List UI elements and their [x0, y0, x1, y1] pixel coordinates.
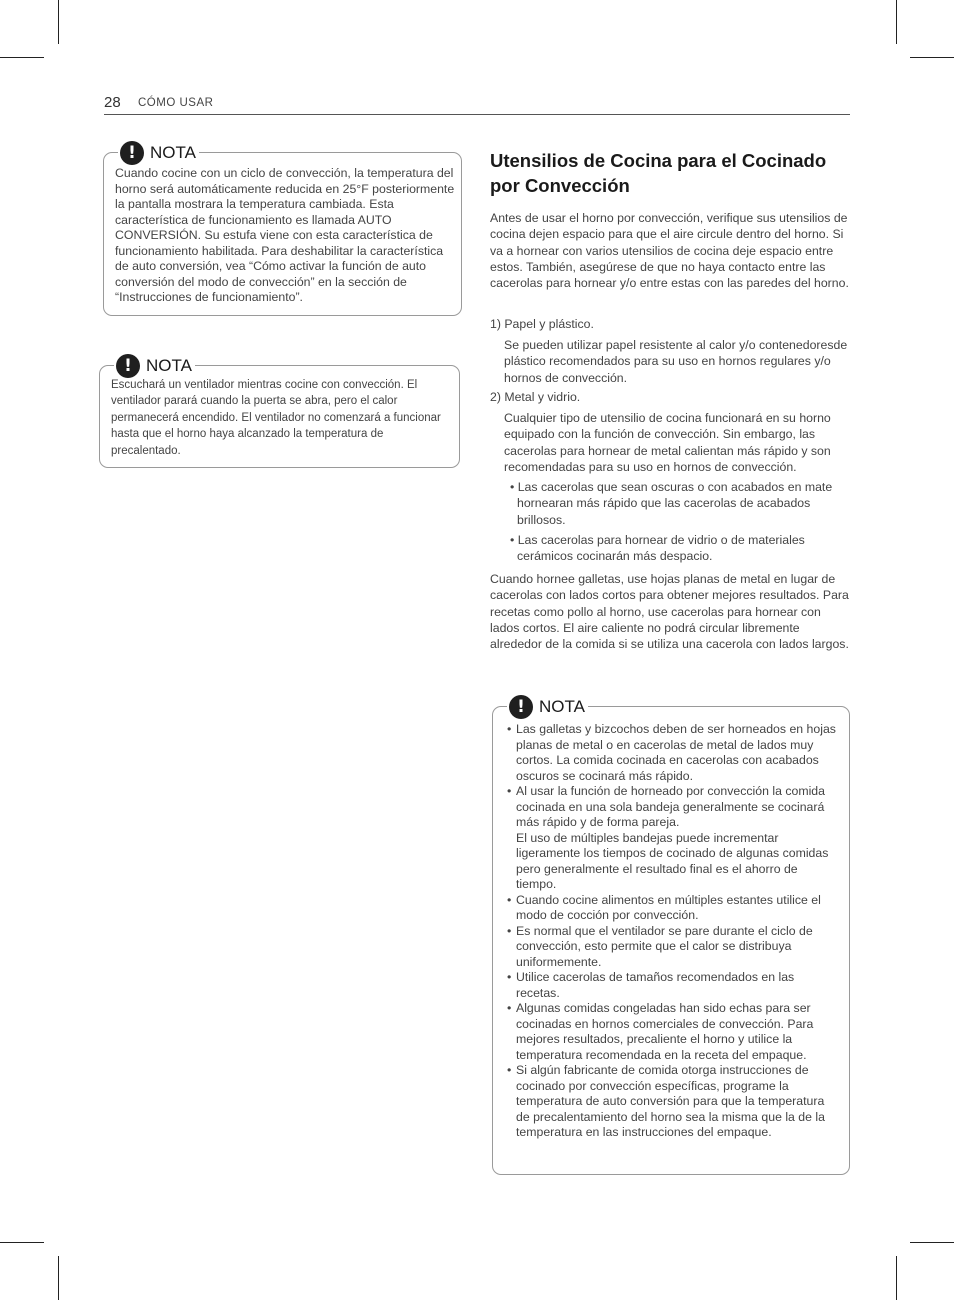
note-title: NOTA: [539, 697, 585, 716]
item-text: Se pueden utilizar papel resistente al calor y/o contenedoresde plástico recomendados para su uso en hornos regulares y/o hornos de convección.: [504, 338, 848, 385]
bullet-item: • Las cacerolas que sean oscuras o con acabados en mate hornearan más rápido que las cacerolas de acabados brillosos.: [510, 480, 833, 527]
note-text: Cuando cocine con un ciclo de convección, la temperatura del horno será automáticamente reducida en 25°F posteriormente la pantalla mostrara la temperatura cambiada. Esta característica de funcionamiento es llamada AUTO CONVERSIÓN. Su estufa viene con esta característica de funcionamiento habilitada. Para deshabilitar la característica de auto conversión, vea “Cómo activar la función de auto conversión del modo de convección” en la sección de “Instrucciones de funcionamiento”.: [115, 166, 455, 304]
crop-mark: [910, 57, 954, 58]
note-header: [118, 141, 199, 165]
exclamation-icon: !: [116, 354, 140, 378]
crop-mark: [58, 0, 59, 44]
note-title: NOTA: [146, 356, 192, 375]
crop-mark: [896, 1256, 897, 1300]
list-item: • Es normal que el ventilador se pare durante el ciclo de convección, esto permite que el calor se distribuya uniformemente.: [507, 924, 837, 971]
crop-mark: [0, 1242, 44, 1243]
crop-mark: [896, 0, 897, 44]
note-box: [492, 697, 850, 1175]
crop-mark: [58, 1256, 59, 1300]
list-item: • Al usar la función de horneado por convección la comida cocinada en una sola bandeja generalmente se cocinará más rápido y de forma pareja. El uso de múltiples bandejas puede incrementar ligeramente los tiempos de cocinado de algunas comidas pero generalmente el resultado final es el ahorro de tiempo.: [507, 784, 837, 893]
note-list-container: [507, 722, 837, 1141]
list-item: • Si algún fabricante de comida otorga instrucciones de cocinado por convección específicas, programe la temperatura de auto conversión para que la temperatura de precalentamiento del horno sea la misma que la de la temperatura en las instrucciones del empaque.: [507, 1063, 837, 1141]
bullet-item: • Las cacerolas para hornear de vidrio o de materiales cerámicos cocinarán más despacio.: [510, 533, 805, 564]
item-text: Cualquier tipo de utensilio de cocina funcionará en su horno equipado con la función de convección. Sin embargo, las cacerolas para hornear de metal calientan más rápido y son recomendadas para su uso en hornos de convección.: [504, 411, 831, 474]
item-heading: 2) Metal y vidrio.: [490, 390, 581, 404]
list-item: • Utilice cacerolas de tamaños recomendados en las recetas.: [507, 970, 837, 1001]
note-header: [507, 695, 588, 719]
note-divider: [204, 365, 445, 366]
list-item: • Cuando cocine alimentos en múltiples estantes utilice el modo de cocción por convección.: [507, 893, 837, 924]
list-item: • Las galletas y bizcochos deben de ser horneados en hojas planas de metal o en cacerolas de metal de lados muy cortos. La comida cocinada en cacerolas con acabados oscuros se cocinará más rápido.: [507, 722, 837, 784]
crop-mark: [0, 57, 44, 58]
section-name: CÓMO USAR: [138, 97, 214, 109]
intro-paragraph: Antes de usar el horno por convección, verifique sus utensilios de cocina dejen espacio para que el aire circule dentro del horno. Si va a hornear con varios utensilios de cocina deje espacio entre estos. También, asegúrese de que no haya contacto entre las cacerolas para hornear y/o entre estas con las paredes del horno.: [490, 211, 849, 291]
list-item: • Algunas comidas congeladas han sido echas para ser cocinadas en hornos comerciales de convección. Para mejores resultados, precaliente el horno y utilice la temperatura recomendada en la receta del empaque.: [507, 1001, 837, 1063]
section-title: Utensilios de Cocina para el Cocinado por Convección: [490, 150, 827, 196]
note-divider: [597, 706, 837, 707]
exclamation-icon: !: [120, 141, 144, 165]
closing-paragraph: Cuando hornee galletas, use hojas planas de metal en lugar de cacerolas con lados cortos para obtener mejores resultados. Para recetas como pollo al horno, use cacerolas para hornear con lados cortos. El aire caliente no podrá circular libremente alrededor de la comida si se utiliza una cacerola con lados largos.: [490, 572, 849, 652]
note-list: [507, 722, 837, 1141]
item-heading: 1) Papel y plástico.: [490, 317, 594, 331]
note-header: [114, 354, 195, 378]
page-header: [104, 92, 850, 115]
exclamation-icon: !: [509, 695, 533, 719]
note-box: [103, 143, 462, 316]
note-title: NOTA: [150, 143, 196, 162]
note-box: [99, 356, 460, 468]
note-text: Escuchará un ventilador mientras cocine con convección. El ventilador parará cuando la puerta se abra, pero el calor permanecerá encendido. El ventilador no comenzará a funcionar hasta que el horno haya alcanzado la temperatura de precalentado.: [111, 379, 441, 457]
note-divider: [200, 152, 447, 153]
crop-mark: [910, 1242, 954, 1243]
page-number: 28: [104, 94, 121, 111]
